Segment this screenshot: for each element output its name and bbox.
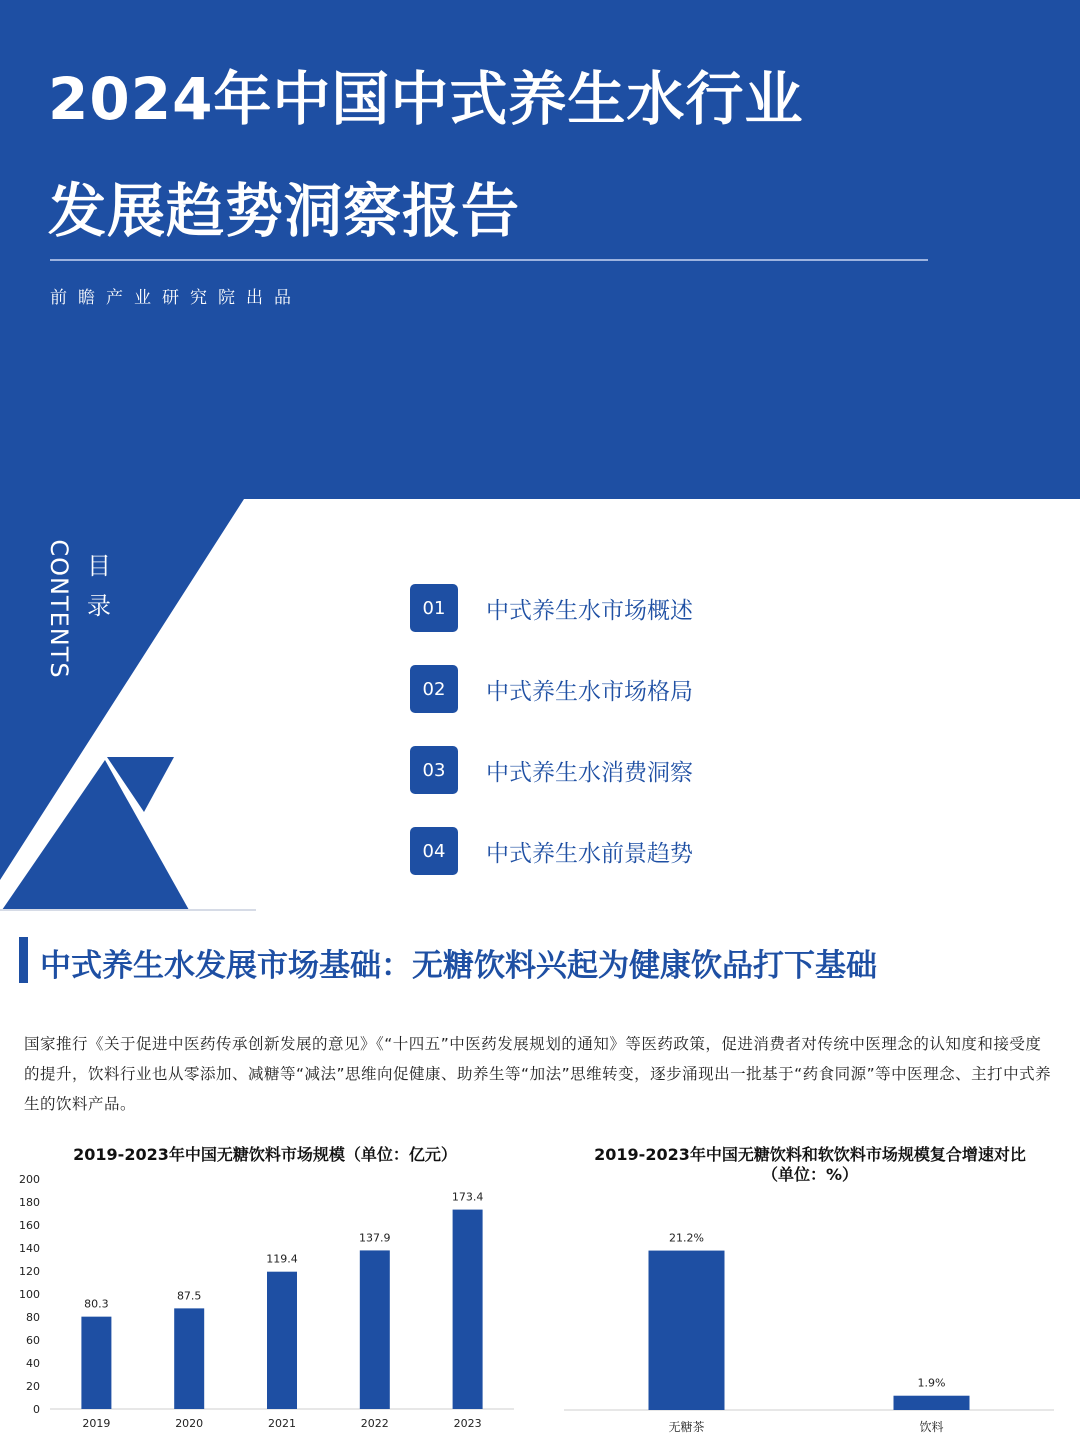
data-label: 137.9 (359, 1231, 391, 1245)
toc-label: 中式养生水市场概述 (486, 597, 693, 624)
x-tick-label: 2021 (268, 1417, 296, 1430)
data-label: 80.3 (84, 1297, 109, 1311)
publisher-label: 前瞻产业研究院出品 (50, 288, 302, 308)
data-label: 119.4 (266, 1252, 298, 1266)
y-tick-label: 140 (19, 1242, 40, 1255)
bar (267, 1272, 297, 1409)
bar (81, 1317, 111, 1409)
bar (360, 1250, 390, 1409)
y-tick-label: 60 (26, 1334, 40, 1347)
toc-item-03[interactable] (410, 746, 693, 794)
y-tick-label: 180 (19, 1196, 40, 1209)
contents-heading-cn: 目录 (87, 552, 111, 620)
contents-heading-en (45, 539, 73, 679)
section-body-text: 国家推行《关于促进中医药传承创新发展的意见》《“十四五”中医药发展规划的通知》等医药政策，促进消费者对传统中医理念的认知度和接受度的提升，饮料行业也从零添加、减糖等“减法”思维向促健康、助养生等“加法”思维转变，逐步涌现出一批基于“药食同源”等中医理念、主打中式养生的饮料产品。 (24, 1035, 1052, 1113)
x-tick-label: 2022 (360, 1417, 389, 1430)
y-tick-label: 100 (19, 1288, 40, 1301)
y-tick-label: 80 (26, 1311, 40, 1324)
x-tick-label: 无糖茶 (668, 1420, 705, 1434)
data-label: 87.5 (176, 1289, 202, 1303)
toc-item-02[interactable] (410, 665, 693, 713)
section-accent-bar (19, 937, 28, 983)
toc-number: 02 (410, 665, 458, 713)
x-tick-label: 饮料 (919, 1420, 944, 1434)
toc-item-01[interactable] (410, 584, 693, 632)
bar (649, 1251, 725, 1410)
x-tick-label: 2020 (175, 1417, 204, 1430)
x-tick-label: 2023 (453, 1417, 482, 1430)
data-label: 173.4 (451, 1190, 484, 1204)
y-tick-label: 120 (19, 1265, 40, 1278)
chart2-cagr-comparison (556, 1168, 1066, 1440)
x-tick-label: 2019 (82, 1417, 111, 1430)
chart1-title: 2019-2023年中国无糖饮料市场规模（单位：亿元） (73, 1145, 457, 1164)
toc-label: 中式养生水市场格局 (486, 678, 693, 705)
report-title-line2: 发展趋势洞察报告 (48, 177, 521, 245)
bar (894, 1396, 970, 1410)
chart1-market-size (0, 1168, 530, 1440)
toc-number: 01 (410, 584, 458, 632)
toc-number: 03 (410, 746, 458, 794)
chart2-subtitle: （单位：%） (761, 1165, 859, 1184)
toc-number: 04 (410, 827, 458, 875)
y-tick-label: 200 (19, 1173, 40, 1186)
report-title-line1: 2024年中国中式养生水行业 (48, 65, 804, 133)
y-tick-label: 40 (26, 1357, 40, 1370)
title-divider (50, 259, 928, 261)
y-tick-label: 160 (19, 1219, 40, 1232)
contents-en-text: CONTENTS (45, 539, 73, 679)
chart2-title: 2019-2023年中国无糖饮料和软饮料市场规模复合增速对比 (594, 1145, 1026, 1164)
data-label: 1.9% (917, 1376, 946, 1390)
y-tick-label: 0 (33, 1403, 40, 1416)
toc-label: 中式养生水前景趋势 (486, 840, 693, 867)
bar (453, 1210, 483, 1409)
toc-label: 中式养生水消费洞察 (486, 759, 693, 786)
bar (174, 1308, 204, 1409)
section-title: 中式养生水发展市场基础：无糖饮料兴起为健康饮品打下基础 (40, 948, 877, 984)
toc-item-04[interactable] (410, 827, 693, 875)
y-tick-label: 20 (26, 1380, 40, 1393)
data-label: 21.2% (669, 1231, 704, 1245)
